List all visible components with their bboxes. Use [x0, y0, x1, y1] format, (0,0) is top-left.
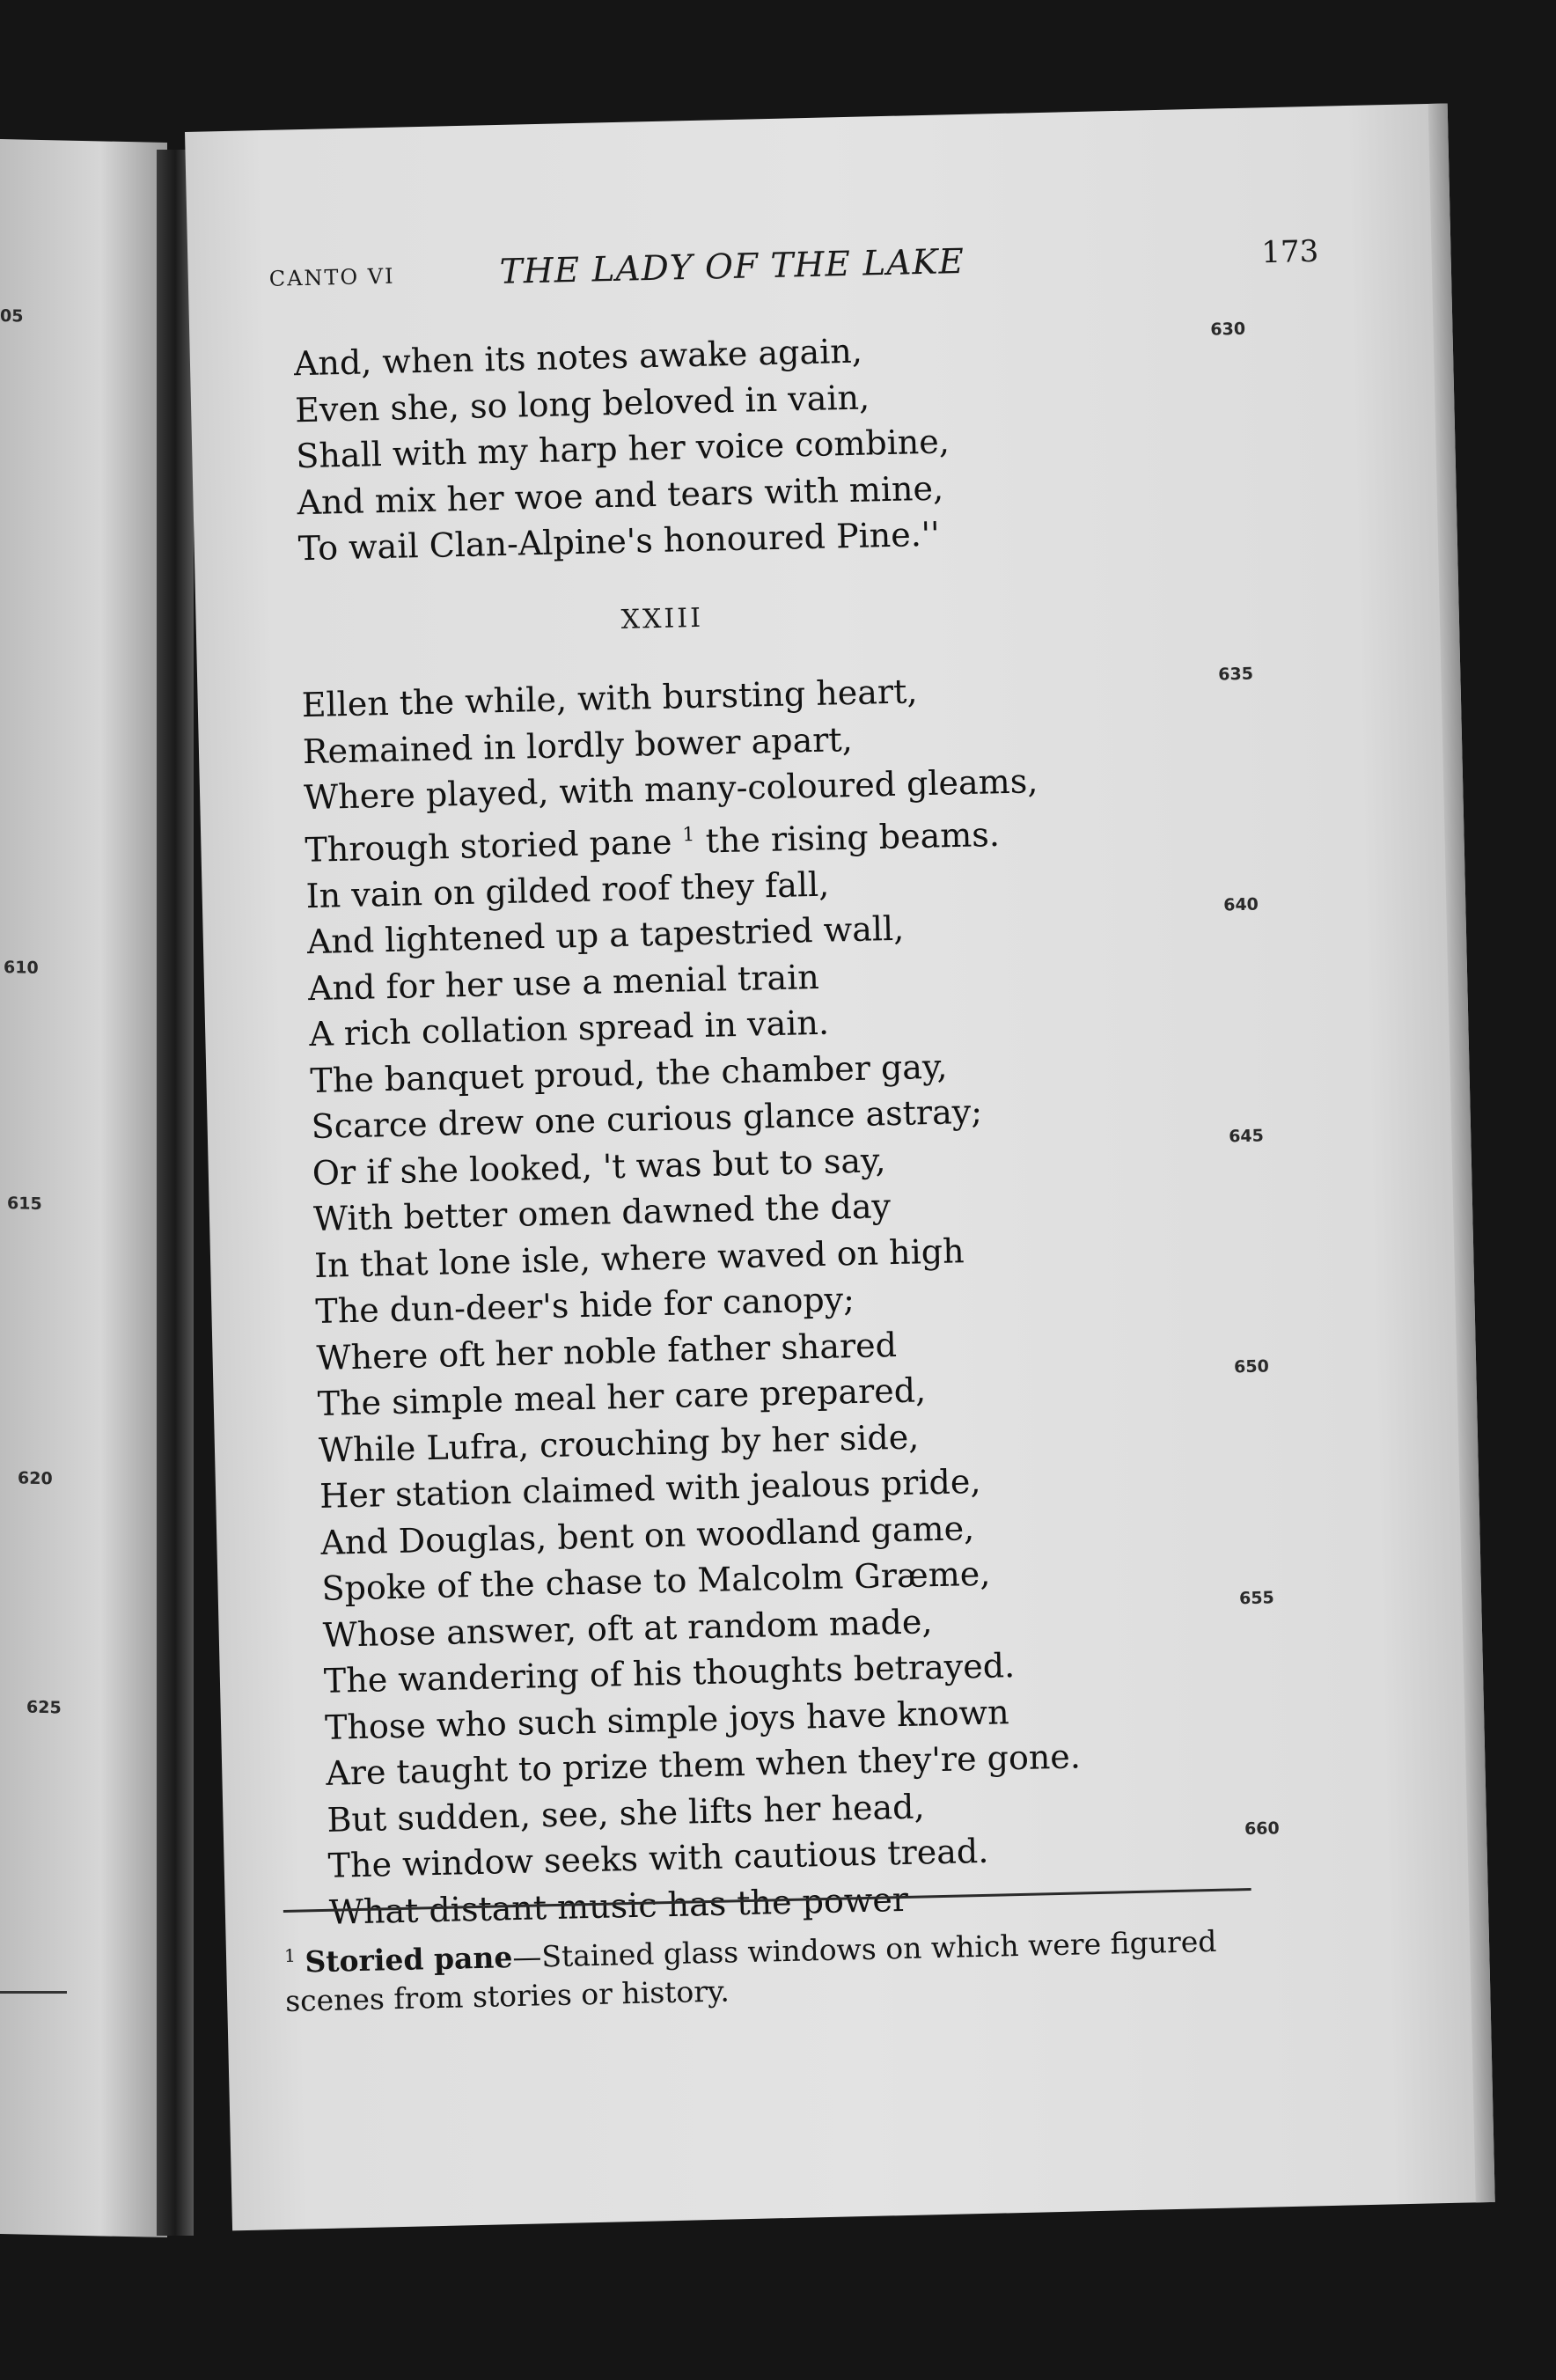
verse-line: Whose answer, oft at random made,	[322, 1601, 933, 1655]
verse-line: The wandering of his thoughts betrayed.	[323, 1646, 1016, 1701]
left-line-number: 625	[26, 1697, 62, 1718]
stanza-heading: XXIII	[620, 602, 704, 635]
stanza-end-verse	[293, 319, 1284, 572]
page-number: 173	[1260, 233, 1319, 271]
verse-line: But sudden, see, she lifts her head,	[327, 1787, 925, 1840]
verse-line: The dun-deer's hide for canopy;	[314, 1280, 855, 1332]
verse-line: And, when its notes awake again,	[293, 331, 863, 384]
verse-line: Her station claimed with jealous pride,	[319, 1462, 981, 1517]
verse-line: Ellen the while, with bursting heart,	[301, 672, 918, 725]
line-number: 640	[1222, 894, 1259, 915]
verse-line: And mix her woe and tears with mine,	[297, 468, 944, 522]
line-number: 660	[1244, 1818, 1280, 1840]
verse-line-end: the rising beams.	[705, 814, 1001, 860]
left-page	[0, 139, 167, 2237]
footnote-text: —Stained glass windows on which were figured scenes from stories or history.	[284, 1923, 1217, 2018]
line-number: 655	[1238, 1588, 1275, 1609]
verse-line: In vain on gilded roof they fall,	[305, 864, 830, 915]
verse-line: Are taught to prize them when they're gone.	[325, 1737, 1082, 1793]
left-footnote-rule	[0, 1991, 67, 1994]
book-page	[185, 103, 1495, 2230]
verse-line: Scarce drew one curious glance astray;	[311, 1091, 983, 1147]
verse-line: A rich collation spread in vain.	[308, 1003, 830, 1054]
left-line-number: 610	[4, 958, 39, 978]
verse-line: What distant music has the power	[328, 1879, 909, 1932]
running-title: THE LADY OF THE LAKE	[499, 241, 965, 292]
book-gutter	[157, 150, 194, 2236]
verse-line: And for her use a menial train	[307, 957, 820, 1008]
verse-line: Where played, with many-coloured gleams,	[303, 761, 1039, 818]
left-line-number: 620	[18, 1468, 53, 1489]
footnote-term: Storied pane	[304, 1940, 513, 1980]
verse-line: With better omen dawned the day	[312, 1186, 892, 1239]
verse-line: While Lufra, crouching by her side,	[318, 1417, 920, 1470]
left-line-number: 615	[7, 1194, 42, 1215]
verse-line: Remained in lordly bower apart,	[302, 719, 854, 771]
stanza-verse	[301, 660, 1315, 1936]
left-line-number: 05	[0, 306, 24, 327]
line-number: 635	[1218, 664, 1254, 685]
verse-line: And lightened up a tapestried wall,	[306, 908, 905, 962]
line-number: 645	[1228, 1126, 1265, 1147]
running-header	[268, 233, 1361, 311]
verse-line: To wail Clan-Alpine's honoured Pine.''	[297, 514, 941, 569]
verse-line: Even she, so long beloved in vain,	[294, 377, 870, 430]
verse-line: Shall with my harp her voice combine,	[295, 422, 950, 476]
line-number: 630	[1210, 319, 1246, 340]
verse-line: Or if she looked, 't was but to say,	[312, 1140, 886, 1193]
line-number: 650	[1233, 1356, 1270, 1377]
footnote-number: 1	[283, 1944, 297, 1966]
verse-line: The banquet proud, the chamber gay,	[309, 1047, 948, 1100]
verse-line: Where oft her noble father shared	[316, 1325, 898, 1377]
verse-line-start: Through storied pane	[305, 821, 672, 870]
verse-line: And Douglas, bent on woodland game,	[319, 1508, 975, 1562]
footnote-marker: 1	[682, 823, 695, 846]
page-edge	[1428, 103, 1495, 2202]
running-canto: CANTO VI	[268, 263, 395, 291]
verse-line: The window seeks with cautious tread.	[327, 1831, 989, 1885]
verse-line: Those who such simple joys have known	[324, 1692, 1009, 1747]
verse-line: Spoke of the chase to Malcolm Græme,	[321, 1554, 991, 1609]
verse-line: In that lone isle, where waved on high	[313, 1230, 965, 1285]
verse-line: The simple meal her care prepared,	[317, 1370, 927, 1424]
